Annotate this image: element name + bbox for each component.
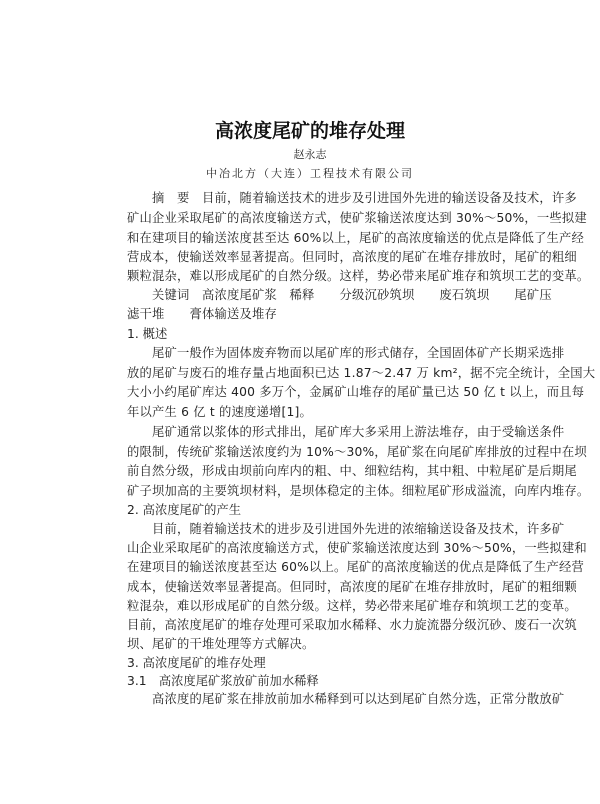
paragraph-line: 的限制，传统矿浆输送浓度约为 10%～30%，尾矿浆在向尾矿库排放的过程中在坝	[127, 445, 587, 459]
paragraph-line: 坝、尾矿的干堆处理等方式解决。	[127, 637, 315, 651]
paragraph-line: 前自然分级，形成由坝前向库内的粗、中、细粒结构，其中粗、中粒尾矿是后期尾	[127, 464, 577, 478]
paragraph-line: 目前，随着输送技术的进步及引进国外先进的浓缩输送设备及技术，许多矿	[152, 522, 565, 536]
paragraph-line: 成本，使输送效率显著提高。但同时，高浓度的尾矿在堆存排放时，尾矿的粗细颗	[127, 580, 577, 594]
paragraph-line: 粒混杂，难以形成尾矿的自然分级。这样，势必带来尾矿堆存和筑坝工艺的变革。	[127, 599, 577, 613]
paragraph-line: 在建项目的输送浓度甚至达 60%以上。尾矿的高浓度输送的优点是降低了生产经营	[127, 560, 584, 574]
paragraph-line: 高浓度的尾矿浆在排放前加水稀释到可以达到尾矿自然分选，正常分散放矿	[152, 692, 565, 706]
paper-title: 高浓度尾矿的堆存处理	[214, 120, 405, 142]
abstract-line: 和在建项目的输送浓度甚至达 60%以上，尾矿的高浓度输送的优点是降低了生产经	[127, 231, 584, 245]
keywords-line: 关键词 高浓度尾矿浆 稀释 分级沉砂筑坝 废石筑坝 尾矿压	[152, 288, 552, 302]
paragraph-line: 目前，高浓度尾矿的堆存处理可采取加水稀释、水力旋流器分级沉砂、废石一次筑	[127, 618, 577, 632]
paragraph-line: 尾矿通常以浆体的形式排出，尾矿库大多采用上游法堆存，由于受输送条件	[152, 425, 565, 439]
abstract-line: 矿山企业采取尾矿的高浓度输送方式，使矿浆输送浓度达到 30%～50%，一些拟建	[127, 211, 587, 225]
author: 赵永志	[293, 148, 327, 161]
paragraph-line: 年以产生 6 亿 t 的速度递增[1]。	[127, 405, 312, 419]
subsection-heading: 3.1 高浓度尾矿浆放矿前加水稀释	[127, 674, 319, 688]
affiliation: 中冶北方（大连）工程技术有限公司	[206, 167, 414, 180]
section-heading: 3. 高浓度尾矿的堆存处理	[127, 656, 266, 670]
paragraph-line: 大小小约尾矿库达 400 多万个，金属矿山堆存的尾矿量已达 50 亿 t 以上，而且每	[127, 385, 585, 399]
abstract-line: 营成本，使输送效率显著提高。但同时，高浓度的尾矿在堆存排放时，尾矿的粗细	[127, 250, 577, 264]
paragraph-line: 矿子坝加高的主要筑坝材料，是坝体稳定的主体。细粒尾矿形成溢流，向库内堆存。	[127, 484, 590, 498]
paragraph-line: 放的尾矿与废石的堆存量占地面积已达 1.87～2.47 万 km²，据不完全统计，全国大	[127, 366, 596, 380]
abstract-line: 颗粒混杂，难以形成尾矿的自然分级。这样，势必带来尾矿堆存和筑坝工艺的变革。	[127, 269, 590, 283]
section-heading: 2. 高浓度尾矿的产生	[127, 503, 242, 517]
abstract-line: 摘 要 目前，随着输送技术的进步及引进国外先进的输送设备及技术，许多	[152, 191, 577, 205]
paragraph-line: 山企业采取尾矿的高浓度输送方式，使矿浆输送浓度达到 30%～50%，一些拟建和	[127, 541, 587, 555]
paragraph-line: 尾矿一般作为固体废弃物而以尾矿库的形式储存，全国固体矿产长期采选排	[152, 346, 565, 360]
section-heading: 1. 概述	[127, 327, 168, 341]
keywords-line: 滤干堆 膏体输送及堆存	[127, 307, 277, 321]
